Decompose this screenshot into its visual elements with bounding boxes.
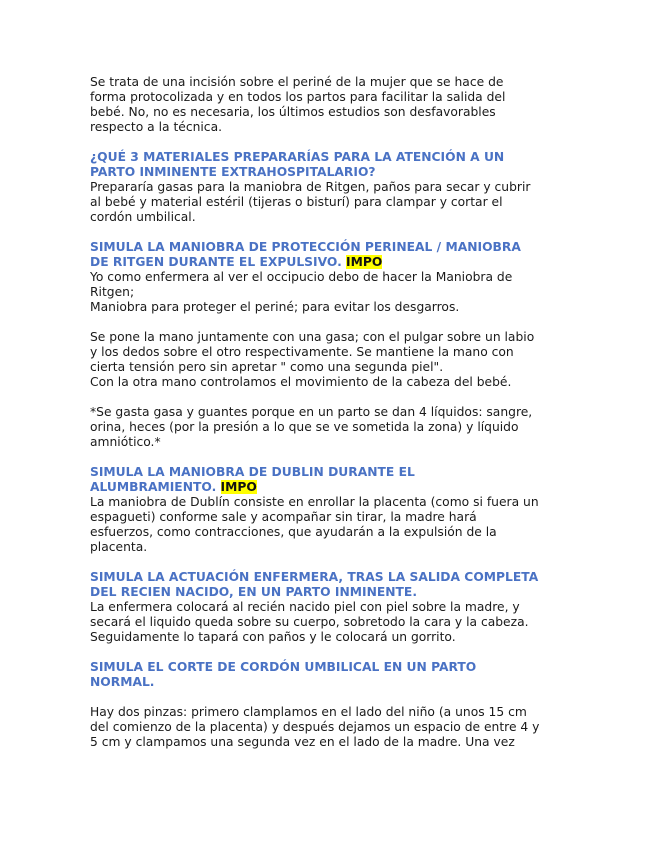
text-line: cierta tensión pero sin apretar " como una segunda piel".: [90, 360, 444, 374]
intro-paragraph: [90, 75, 570, 135]
section-heading: ¿QUÉ 3 MATERIALES PREPARARÍAS PARA LA ATENCIÓN A UN: [90, 150, 505, 164]
text-line: y los dedos sobre el otro respectivamente. Se mantiene la mano con: [90, 345, 514, 359]
section-heading: NORMAL.: [90, 675, 155, 689]
text-line: placenta.: [90, 540, 148, 554]
text-line: Maniobra para proteger el periné; para evitar los desgarros.: [90, 300, 460, 314]
text-line: respecto a la técnica.: [90, 120, 223, 134]
section-heading: DEL RECIEN NACIDO, EN UN PARTO INMINENTE.: [90, 585, 418, 599]
text-line: cordón umbilical.: [90, 210, 196, 224]
text-line: Se pone la mano juntamente con una gasa; con el pulgar sobre un labio: [90, 330, 535, 344]
text-line: amniótico.*: [90, 435, 161, 449]
text-line: Prepararía gasas para la maniobra de Ritgen, paños para secar y cubrir: [90, 180, 531, 194]
text-line: esfuerzos, como contracciones, que ayudarán a la expulsión de la: [90, 525, 497, 539]
impo-badge: IMPO: [346, 255, 383, 269]
section-heading: SIMULA EL CORTE DE CORDÓN UMBILICAL EN UN PARTO: [90, 660, 477, 674]
section-heading: [90, 255, 570, 270]
section-heading: SIMULA LA MANIOBRA DE DUBLIN DURANTE EL: [90, 465, 415, 479]
text-line: del comienzo de la placenta) y después dejamos un espacio de entre 4 y: [90, 720, 540, 734]
section-heading: SIMULA LA ACTUACIÓN ENFERMERA, TRAS LA SALIDA COMPLETA: [90, 570, 539, 584]
heading-text: ALUMBRAMIENTO.: [90, 480, 217, 494]
section-newborn-care: [90, 570, 570, 645]
text-line: Se trata de una incisión sobre el periné de la mujer que se hace de: [90, 75, 504, 89]
impo-badge: IMPO: [220, 480, 257, 494]
text-line: Ritgen;: [90, 285, 135, 299]
text-line: espagueti) conforme sale y acompañar sin tirar, la madre hará: [90, 510, 477, 524]
text-line: Con la otra mano controlamos el movimiento de la cabeza del bebé.: [90, 375, 512, 389]
section-heading: PARTO INMINENTE EXTRAHOSPITALARIO?: [90, 165, 376, 179]
text-line: al bebé y material estéril (tijeras o bisturí) para clampar y cortar el: [90, 195, 503, 209]
text-line: Hay dos pinzas: primero clamplamos en el lado del niño (a unos 15 cm: [90, 705, 527, 719]
text-line: bebé. No, no es necesaria, los últimos estudios son desfavorables: [90, 105, 496, 119]
text-line: orina, heces (por la presión a lo que se ve sometida la zona) y líquido: [90, 420, 519, 434]
document-content: [90, 75, 570, 750]
section-heading: SIMULA LA MANIOBRA DE PROTECCIÓN PERINEAL / MANIOBRA: [90, 240, 521, 254]
heading-text: DE RITGEN DURANTE EL EXPULSIVO.: [90, 255, 342, 269]
section-dublin: [90, 465, 570, 555]
text-line: *Se gasta gasa y guantes porque en un parto se dan 4 líquidos: sangre,: [90, 405, 533, 419]
text-line: forma protocolizada y en todos los partos para facilitar la salida del: [90, 90, 506, 104]
text-line: Seguidamente lo tapará con paños y le colocará un gorrito.: [90, 630, 456, 644]
section-heading: [90, 480, 570, 495]
text-line: Yo como enfermera al ver el occipucio debo de hacer la Maniobra de: [90, 270, 513, 284]
text-line: 5 cm y clampamos una segunda vez en el lado de la madre. Una vez: [90, 735, 515, 749]
text-line: secará el liquido queda sobre su cuerpo, sobretodo la cara y la cabeza.: [90, 615, 529, 629]
section-ritgen: [90, 240, 570, 450]
text-line: La enfermera colocará al recién nacido piel con piel sobre la madre, y: [90, 600, 520, 614]
section-cord-cut: [90, 660, 570, 750]
text-line: La maniobra de Dublín consiste en enrollar la placenta (como si fuera un: [90, 495, 539, 509]
section-materials: [90, 150, 570, 225]
